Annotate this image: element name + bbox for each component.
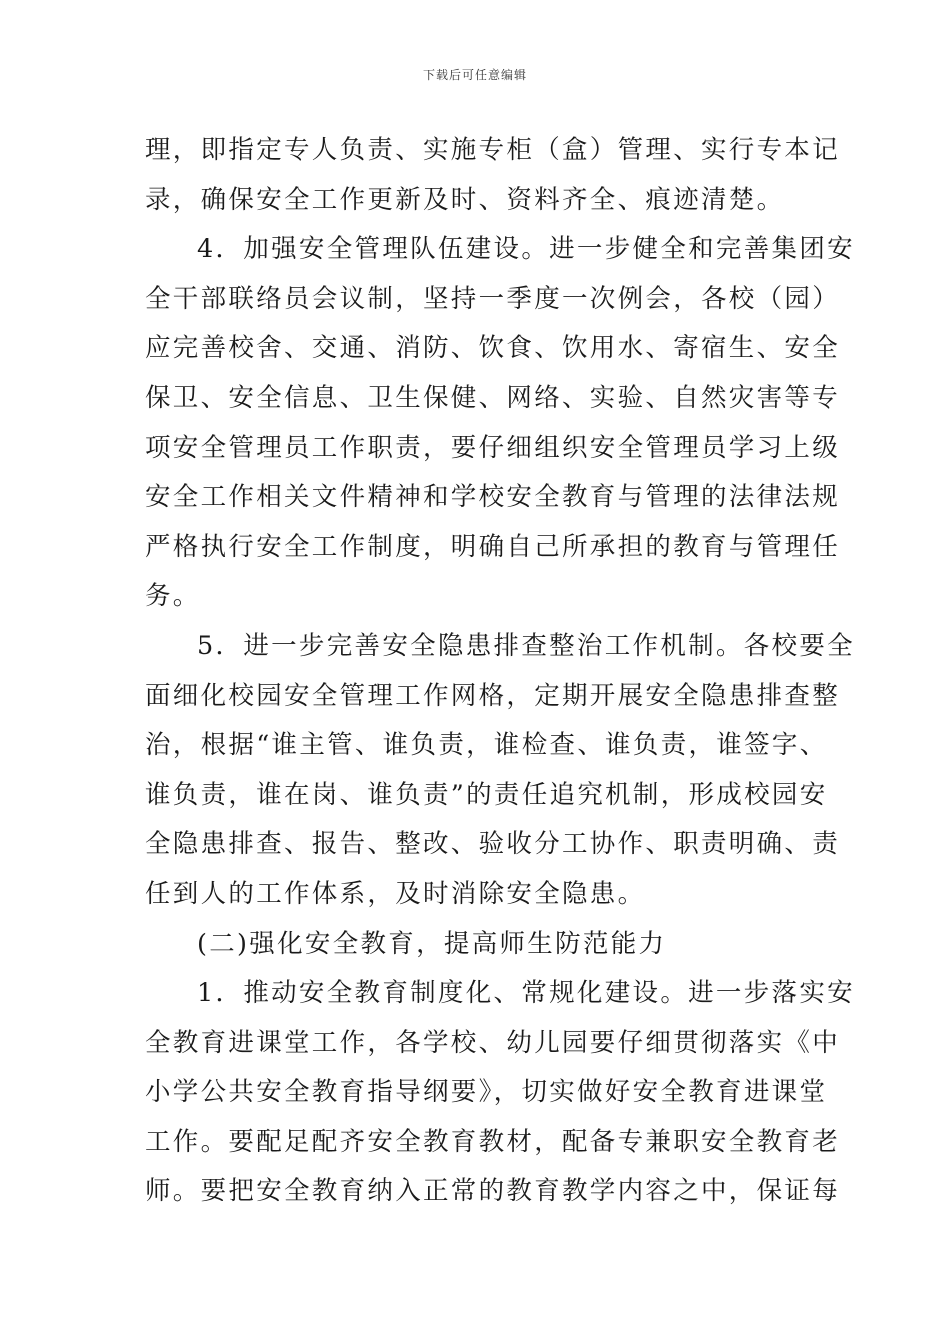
text-line: 谁负责，谁在岗、谁负责”的责任追究机制，形成校园安 bbox=[145, 779, 828, 810]
text-line: 任到人的工作体系，及时消除安全隐患。 bbox=[145, 878, 646, 909]
text-line: 工作。要配足配齐安全教育教材，配备专兼职安全教育老 bbox=[145, 1126, 841, 1157]
text-line: 师。要把安全教育纳入正常的教育教学内容之中，保证每 bbox=[145, 1176, 841, 1207]
text-line: 4．加强安全管理队伍建设。进一步健全和完善集团安 bbox=[197, 234, 855, 265]
text-line: 小学公共安全教育指导纲要》，切实做好安全教育进课堂 bbox=[145, 1077, 828, 1108]
text-line: 全教育进课堂工作，各学校、幼儿园要仔细贯彻落实《中 bbox=[145, 1027, 841, 1058]
text-line: 理，即指定专人负责、实施专柜（盒）管理、实行专本记 bbox=[145, 135, 841, 165]
text-line: (二)强化安全教育，提高师生防范能力 bbox=[197, 928, 667, 959]
document-body bbox=[145, 126, 855, 1217]
text-line: 严格执行安全工作制度，明确自己所承担的教育与管理任 bbox=[145, 531, 841, 562]
text-line: 1．推动安全教育制度化、常规化建设。进一步落实安 bbox=[197, 978, 855, 1009]
page-header-note: 下载后可任意编辑 bbox=[422, 68, 527, 82]
text-line: 项安全管理员工作职责，要仔细组织安全管理员学习上级 bbox=[145, 432, 841, 463]
text-line: 安全工作相关文件精神和学校安全教育与管理的法律法规 bbox=[145, 482, 841, 513]
text-line: 全隐患排查、报告、整改、验收分工协作、职责明确、责 bbox=[145, 829, 841, 860]
text-line: 治，根据“谁主管、谁负责，谁检查、谁负责，谁签字、 bbox=[145, 730, 828, 761]
text-line: 5．进一步完善安全隐患排查整治工作机制。各校要全 bbox=[197, 630, 855, 661]
text-line: 务。 bbox=[145, 581, 201, 612]
text-line: 录，确保安全工作更新及时、资料齐全、痕迹清楚。 bbox=[145, 184, 785, 215]
text-line: 应完善校舍、交通、消防、饮食、饮用水、寄宿生、安全 bbox=[145, 333, 841, 364]
text-line: 全干部联络员会议制，坚持一季度一次例会，各校（园） bbox=[145, 283, 841, 314]
text-line: 保卫、安全信息、卫生保健、网络、实验、自然灾害等专 bbox=[145, 382, 841, 413]
text-line: 面细化校园安全管理工作网格，定期开展安全隐患排查整 bbox=[145, 680, 841, 711]
